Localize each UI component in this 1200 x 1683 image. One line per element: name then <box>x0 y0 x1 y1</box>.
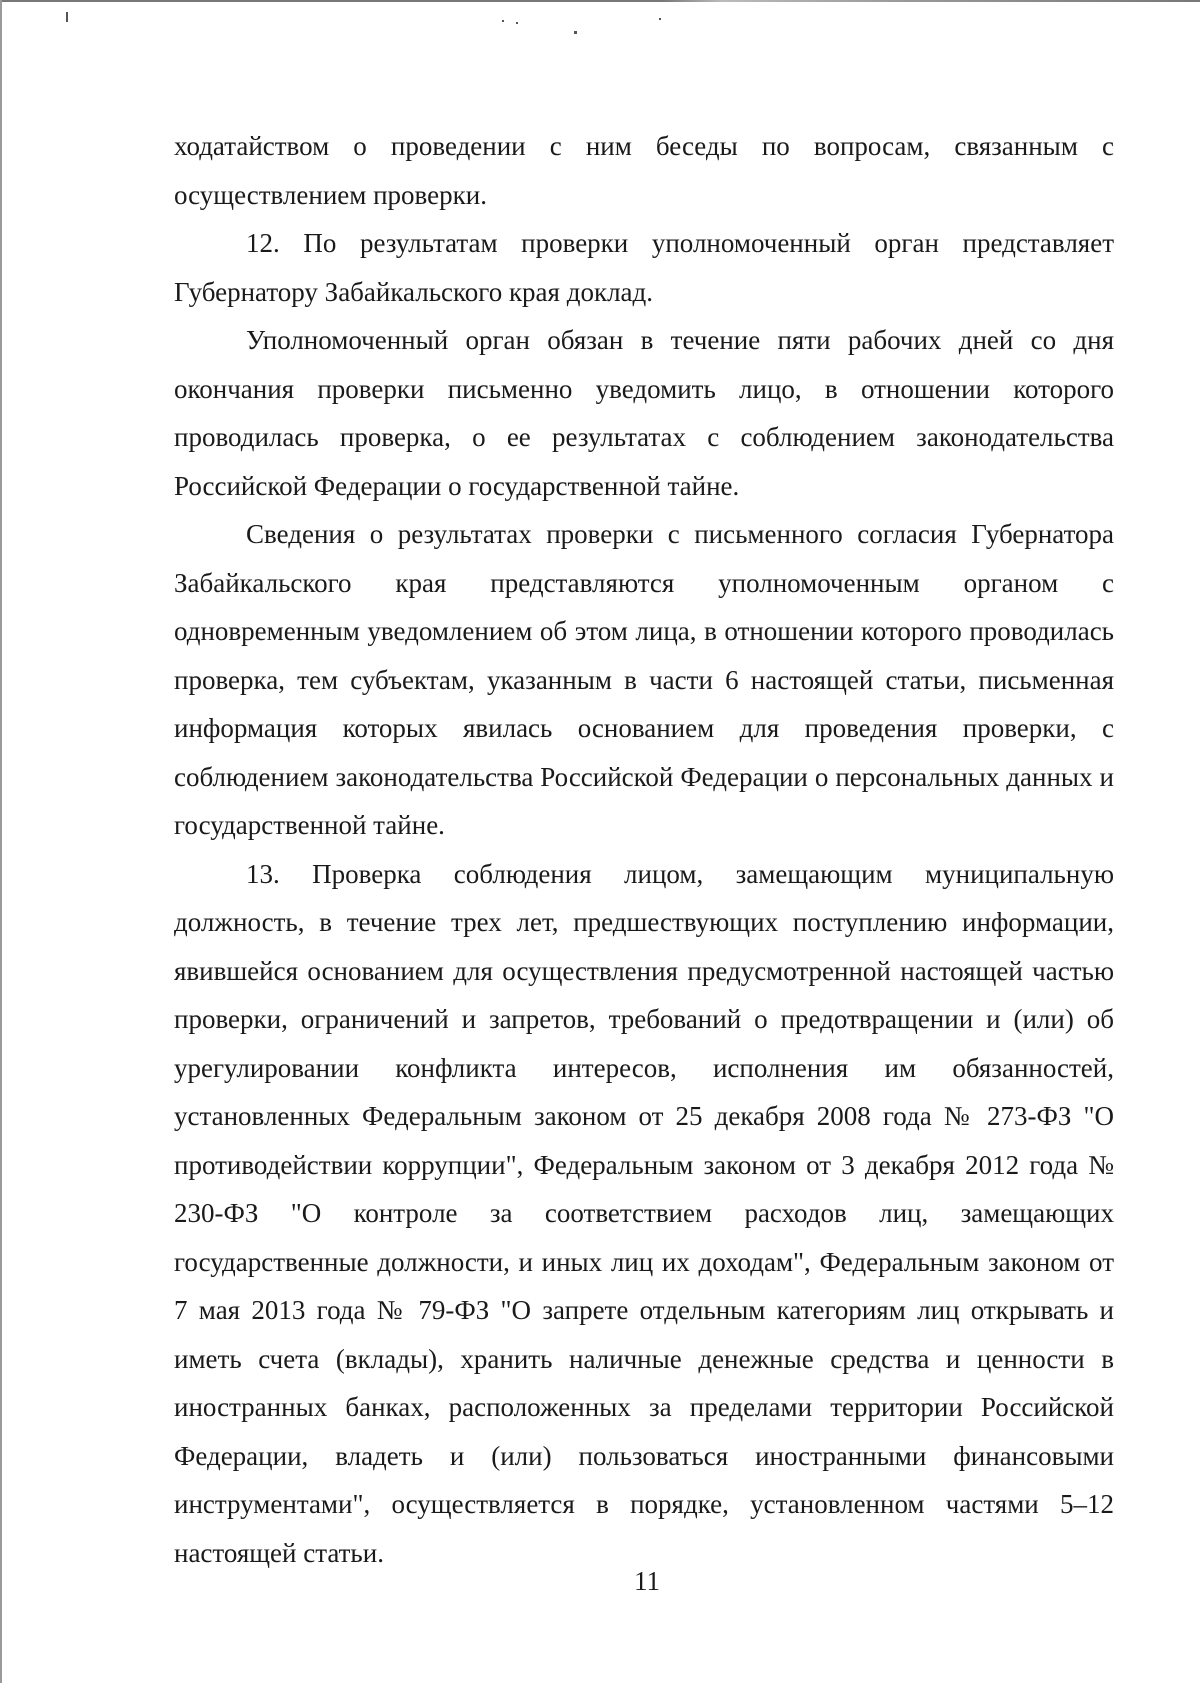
scan-speck <box>66 12 68 22</box>
scan-speck <box>659 18 661 20</box>
paragraph-13: 13. Проверка соблюдения лицом, замещающим муниципальную должность, в течение трех лет, предшествующих поступлению информации, явившейся основанием для осуществления предусмотренной настоящей частью проверки, ограничений и запретов, требований о предотвращении и (или) об урегулировании конфликта интересов, исполнения им обязанностей, установленных Федеральным законом от 25 декабря 2008 года № 273-ФЗ "О противодействии коррупции", Федеральным законом от 3 декабря 2012 года № 230-ФЗ "О контроле за соответствием расходов лиц, замещающих государственные должности, и иных лиц их доходам", Федеральным законом от 7 мая 2013 года № 79-ФЗ "О запрете отдельным категориям лиц открывать и иметь счета (вклады), хранить наличные денежные средства и ценности в иностранных банках, расположенных за пределами территории Российской Федерации, владеть и (или) пользоваться иностранными финансовыми инструментами", осуществляется в порядке, установленном частями 5–12 настоящей статьи. <box>174 858 1114 1568</box>
page-number: 11 <box>634 1566 660 1596</box>
scan-speck <box>502 20 504 22</box>
document-body <box>174 122 1114 1577</box>
scan-speck <box>574 31 577 34</box>
paragraph-continuation: ходатайством о проведении с ним беседы по вопросам, связанным с осуществлением проверки. <box>174 131 1114 210</box>
scan-top-edge <box>2 0 1200 2</box>
paragraph-results-info: Сведения о результатах проверки с письменного согласия Губернатора Забайкальского края представляются уполномоченным органом с одновременным уведомлением об этом лица, в отношении которого проводилась проверка, тем субъектам, указанным в части 6 настоящей статьи, письменная информация которых явилась основанием для проведения проверки, с соблюдением законодательства Российской Федерации о персональных данных и государственной тайне. <box>174 519 1114 840</box>
scan-speck <box>516 22 518 24</box>
paragraph-12: 12. По результатам проверки уполномоченный орган представляет Губернатору Забайкальского края доклад. <box>174 228 1114 307</box>
paragraph-notification: Уполномоченный орган обязан в течение пяти рабочих дней со дня окончания проверки письменно уведомить лицо, в отношении которого проводилась проверка, о ее результатах с соблюдением законодательства Российской Федерации о государственной тайне. <box>174 325 1114 501</box>
